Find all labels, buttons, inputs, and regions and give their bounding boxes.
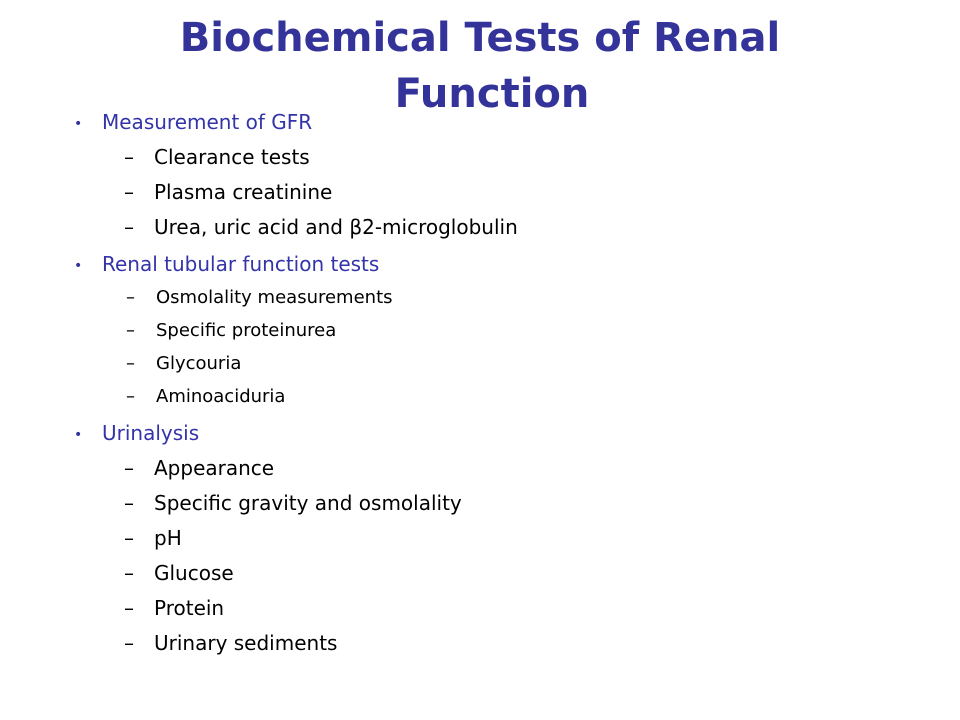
dash-icon: –: [126, 386, 135, 407]
list-item-label: Aminoaciduria: [156, 386, 286, 407]
list-item: [124, 560, 234, 586]
dash-icon: –: [124, 456, 134, 480]
list-item-label: Clearance tests: [154, 145, 310, 169]
section-heading: Renal tubular function tests: [102, 252, 380, 276]
dash-icon: –: [124, 631, 134, 655]
list-item: [124, 144, 310, 170]
list-item: [124, 525, 182, 551]
slide-title: [0, 10, 960, 122]
list-item-label: Urinary sediments: [154, 631, 338, 655]
list-item: [126, 352, 241, 376]
list-item-label: Protein: [154, 596, 225, 620]
dash-icon: –: [124, 561, 134, 585]
list-item: [124, 630, 337, 656]
list-item: [124, 179, 332, 205]
list-item: [124, 595, 224, 621]
list-item-label: Specific gravity and osmolality: [154, 491, 462, 515]
list-item-label: Appearance: [154, 456, 275, 480]
dash-icon: –: [124, 145, 134, 169]
bullet-icon: •: [74, 258, 83, 274]
dash-icon: –: [124, 526, 134, 550]
list-item: [126, 319, 336, 343]
list-item: [124, 214, 518, 240]
list-item: [126, 286, 393, 310]
list-item-label: Plasma creatinine: [154, 180, 333, 204]
dash-icon: –: [126, 320, 135, 341]
dash-icon: –: [126, 353, 135, 374]
section-heading: Measurement of GFR: [102, 110, 313, 134]
list-item-label: Urea, uric acid and β2-microglobulin: [154, 215, 518, 239]
list-item: [124, 455, 274, 481]
list-item-label: Glycouria: [156, 353, 242, 374]
list-item-label: pH: [154, 526, 182, 550]
dash-icon: –: [126, 287, 135, 308]
bullet-icon: •: [74, 116, 83, 132]
list-item-label: Glucose: [154, 561, 234, 585]
dash-icon: –: [124, 596, 134, 620]
list-item-label: Specific proteinurea: [156, 320, 337, 341]
section-heading: Urinalysis: [102, 421, 200, 445]
slide-title-line-2: Function: [394, 71, 590, 117]
slide-title-line-1: Biochemical Tests of Renal: [179, 15, 781, 61]
dash-icon: –: [124, 180, 134, 204]
bullet-icon: •: [74, 427, 83, 443]
list-item: [124, 490, 462, 516]
list-item-label: Osmolality measurements: [156, 287, 393, 308]
dash-icon: –: [124, 491, 134, 515]
dash-icon: –: [124, 215, 134, 239]
list-item: [126, 385, 285, 409]
